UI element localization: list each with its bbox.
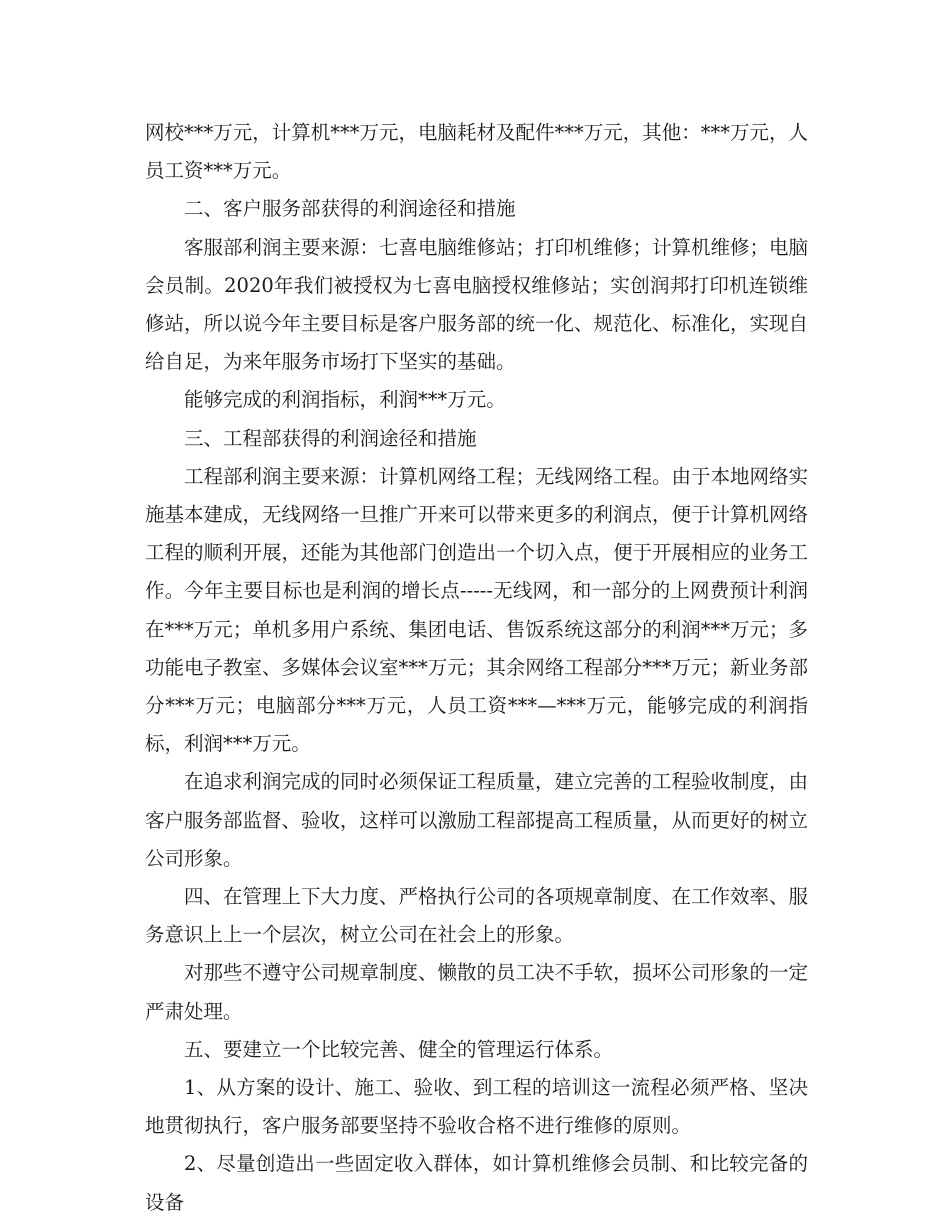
list-item-1: 1、从方案的设计、施工、验收、到工程的培训这一流程必须严格、坚决地贯彻执行，客户服务部要坚持不验收合格不进行维修的原则。 [145, 1076, 808, 1138]
paragraph-engineering-quality: 在追求利润完成的同时必须保证工程质量，建立完善的工程验收制度，由客户服务部监督、验收，这样可以激励工程部提高工程质量，从而更好的树立公司形象。 [145, 770, 809, 870]
paragraph-continuation: 网校***万元，计算机***万元，电脑耗材及配件***万元，其他：***万元，人员工资***万元。 [145, 121, 809, 183]
heading-management: 四、在管理上下大力度、严格执行公司的各项规章制度、在工作效率、服务意识上上一个层次，树立公司在社会上的形象。 [145, 885, 809, 947]
heading-management-system: 五、要建立一个比较完善、健全的管理运行体系。 [184, 1037, 614, 1061]
document-body [145, 114, 808, 1222]
paragraph-discipline: 对那些不遵守公司规章制度、懒散的员工决不手软，损坏公司形象的一定严肃处理。 [145, 961, 809, 1023]
paragraph-customer-service-target: 能够完成的利润指标，利润***万元。 [184, 388, 506, 412]
heading-customer-service-profit: 二、客户服务部获得的利润途径和措施 [184, 197, 516, 221]
list-item-2: 2、尽量创造出一些固定收入群体，如计算机维修会员制、和比较完备的设备 [145, 1152, 808, 1214]
paragraph-engineering-sources: 工程部利润主要来源：计算机网络工程；无线网络工程。由于本地网络实施基本建成，无线网络一旦推广开来可以带来更多的利润点，便于计算机网络工程的顺利开展，还能为其他部门创造出一个切入点，便于开展相应的业务工作。今年主要目标也是利润的增长点-----无线网，和一部分的上网费预计利润在***万元；单机多用户系统、集团电话、售饭系统这部分的利润***万元；多功能电子教室、多媒体会议室***万元；其余网络工程部分***万元；新业务部分***万元；电脑部分***万元，人员工资***—***万元，能够完成的利润指标，利润***万元。 [145, 464, 809, 756]
paragraph-customer-service-sources: 客服部利润主要来源：七喜电脑维修站；打印机维修；计算机维修；电脑会员制。2020年我们被授权为七喜电脑授权维修站；实创润邦打印机连锁维修站，所以说今年主要目标是客户服务部的统一化、规范化、标准化，实现自给自足，为来年服务市场打下坚实的基础。 [145, 235, 809, 374]
heading-engineering-profit: 三、工程部获得的利润途径和措施 [184, 426, 477, 450]
